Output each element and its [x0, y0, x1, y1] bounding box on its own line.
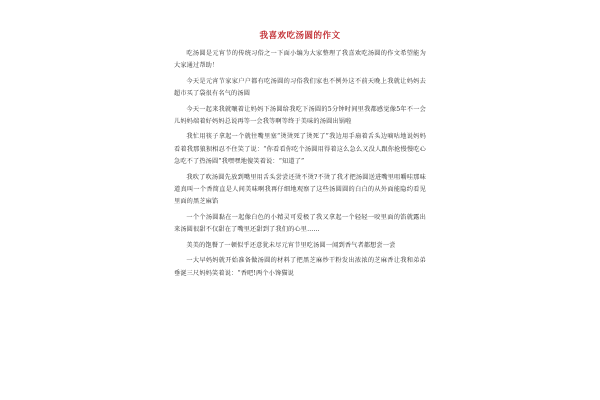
paragraph-morning: 一大早妈妈就开始准备做汤圆的材料了把黑芝麻炒干粉发出浓浓的芝麻香让我和弟弟垂涎三尺妈妈笑着说：“香吧!两个小馋猫说: [174, 257, 426, 277]
document-page: [174, 30, 426, 400]
paragraph-satisfied: 美美的饱餐了一顿似乎还意犹未尽元宵节里吃汤圆一闻到香气者都想尝一尝: [186, 241, 396, 249]
paragraph-cooking: 今天一起来我就嚷着让妈妈下汤圆给我吃下汤圆的5分钟时间里我都感觉像5年不一会儿妈妈端着好妈妈总说再等一会我等啊等终于美味的汤圆出锅啦: [174, 105, 426, 126]
paragraph-intro: 吃汤圆是元宵节的传统习俗之一下面小编为大家整理了我喜欢吃汤圆的作文希望能为大家通过帮助！: [174, 50, 426, 70]
paragraph-hot: 我忙用筷子拿起一个就往嘴里塞“烫烫死了烫死了”我边用手扇着舌头边嘀咕地说妈妈看着我那狼狈相忍不住笑了说：“你看看你吃个汤圆用得着这么急么又没人跟你抢慢慢吃心急吃不了热汤圆”我嘿嘿地傻笑着说：“知道了”: [174, 133, 426, 166]
paragraph-festival: 今天是元宵节家家户户都有吃汤圆的习俗我们家也不例外这不前天晚上我就让妈妈去超市买了袋很有名气的汤圆: [174, 77, 426, 98]
paragraph-taste: 我吹了吹汤圆先放到嘴里用舌头尝尝还烫不烫?不烫了我才把汤圆送进嘴里咀嚼哇那味道真叫一个香简直是人间美味啊我再仔细地观察了这些汤圆圆的白白的从外面能隐约看见里面的黑芝麻馅: [174, 173, 426, 206]
paragraph-sweet: 一个个汤圆黏在一起像白色的小精灵可爱极了我又拿起一个轻轻一咬里面的馅就露出来汤圆很甜不仅甜在了嘴里还甜到了我们的心里……: [174, 213, 426, 234]
document-title: 我喜欢吃汤圆的作文: [259, 31, 341, 41]
